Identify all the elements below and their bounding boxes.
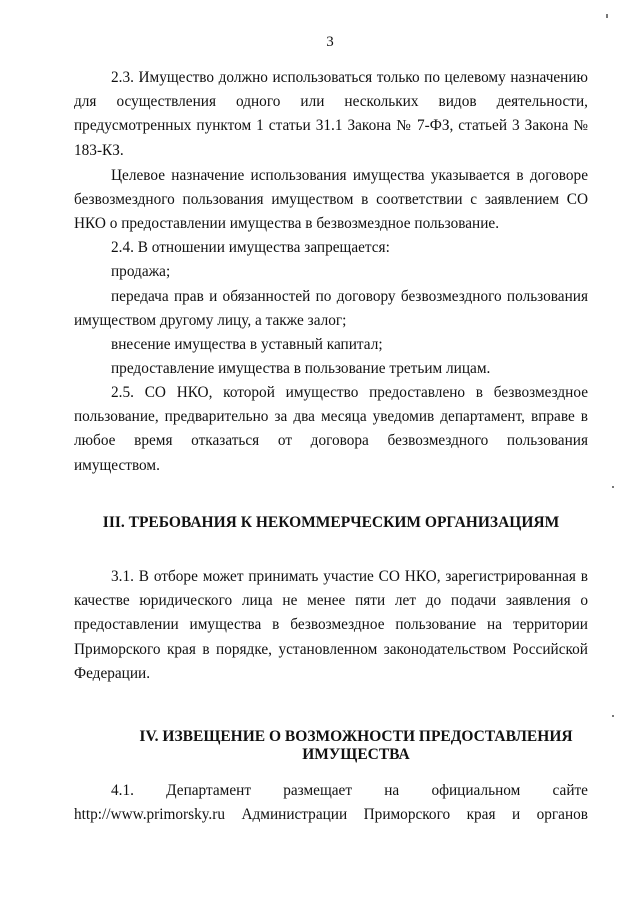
word: Приморского <box>363 806 451 823</box>
word: Департамент <box>166 782 252 799</box>
word: размещает <box>283 782 353 799</box>
paragraph-3-1: 3.1. В отборе может принимать участие СО НКО, зарегистрированная в качестве юридического лица не менее пяти лет до подачи заявления о предоставлении имущества в безвозмездное пользование на территории Приморского края в порядке, установленном законодательством Российской Федерации. <box>74 568 588 682</box>
word: на <box>384 782 400 799</box>
word: края <box>466 806 496 823</box>
scan-mark <box>612 715 614 717</box>
website-url: http://www.primorsky.ru <box>74 806 225 823</box>
word: и <box>511 806 521 823</box>
word: сайте <box>552 782 588 799</box>
section-4-heading <box>116 728 596 764</box>
paragraph-2-5: 2.5. СО НКО, которой имущество предоставлено в безвозмездное пользование, предварительно за два месяца уведомив департамент, вправе в любое время отказаться от договора безвозмездного пользования имуществом. <box>74 384 588 474</box>
scan-mark <box>606 14 608 18</box>
paragraph-4-1-line-1 <box>111 782 588 800</box>
page-number: 3 <box>326 34 334 50</box>
paragraph-purpose: Целевое назначение использования имущества указывается в договоре безвозмездного пользования имуществом в соответствии с заявлением СО НКО о предоставлении имущества в безвозмездное пользование. <box>74 167 588 233</box>
list-item-capital: внесение имущества в уставный капитал; <box>111 336 383 353</box>
word: официальном <box>431 782 521 799</box>
list-item-third-parties: предоставление имущества в пользование третьим лицам. <box>111 360 491 377</box>
word: органов <box>536 806 588 823</box>
section-3-heading: III. ТРЕБОВАНИЯ К НЕКОММЕРЧЕСКИМ ОРГАНИЗАЦИЯМ <box>102 514 560 531</box>
paragraph-4-1-line-2 <box>74 806 588 824</box>
word: 4.1. <box>111 782 134 799</box>
list-item-sale: продажа; <box>111 263 171 280</box>
section-4-heading-line-1: IV. ИЗВЕЩЕНИЕ О ВОЗМОЖНОСТИ ПРЕДОСТАВЛЕНИЯ <box>139 728 573 745</box>
list-item-transfer: передача прав и обязанностей по договору безвозмездного пользования имуществом другому лицу, а также залог; <box>74 288 588 330</box>
section-4-heading-line-2: ИМУЩЕСТВА <box>302 746 410 763</box>
scan-mark <box>612 486 614 488</box>
word: Администрации <box>241 806 348 823</box>
paragraph-2-4: 2.4. В отношении имущества запрещается: <box>111 239 390 256</box>
paragraph-2-3: 2.3. Имущество должно использоваться только по целевому назначению для осуществления одного или нескольких видов деятельности, предусмотренных пунктом 1 статьи 31.1 Закона № 7-ФЗ, статьей 3 Закона № 183-КЗ. <box>74 69 588 159</box>
